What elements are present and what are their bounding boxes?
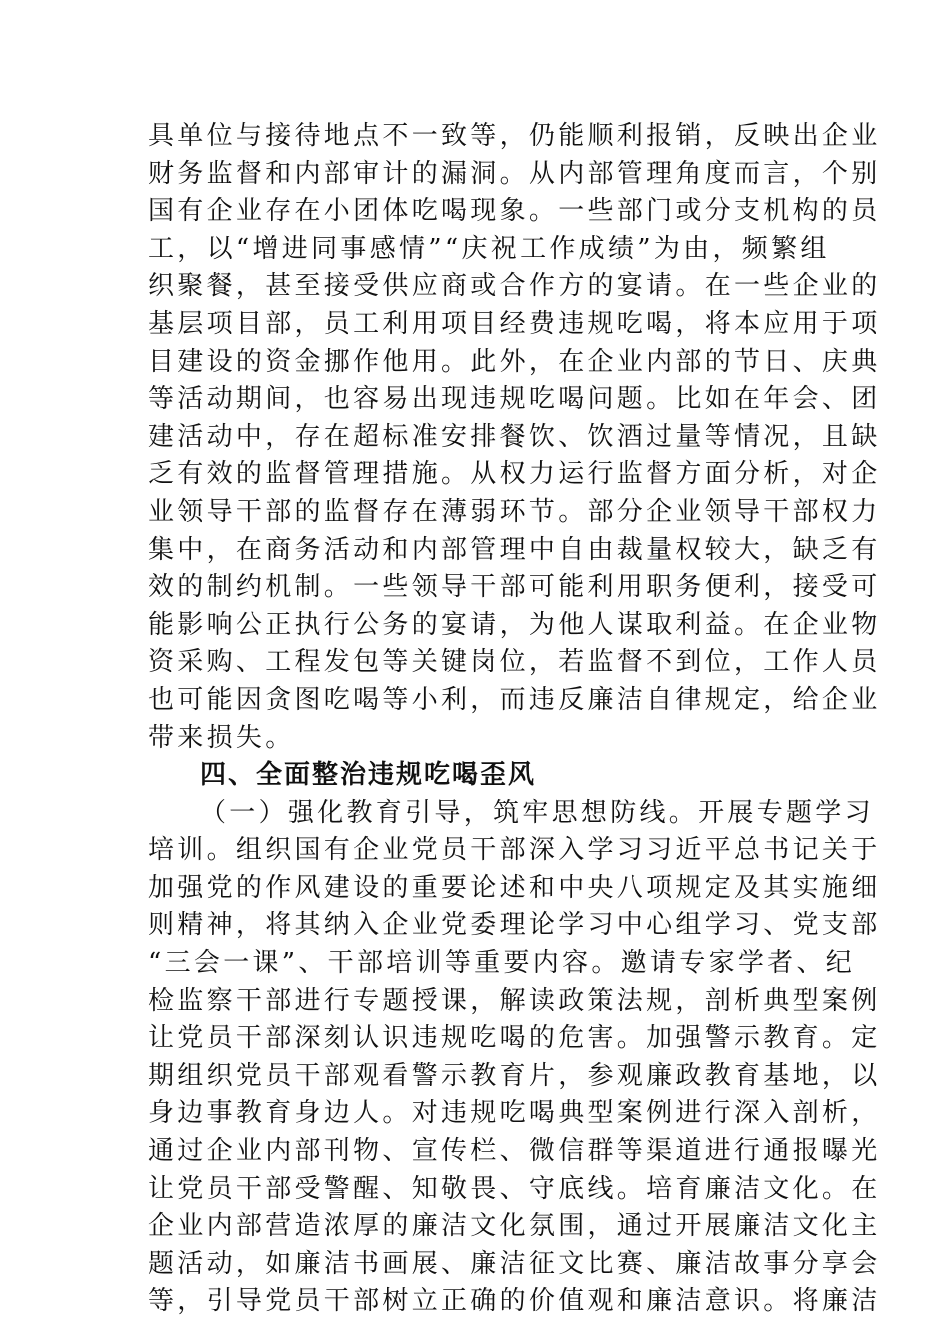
paragraph-line: 织聚餐，甚至接受供应商或合作方的宴请。在一些企业的 xyxy=(148,271,881,302)
paragraph-line: 题活动，如廉洁书画展、廉洁征文比赛、廉洁故事分享会 xyxy=(148,1248,881,1279)
paragraph-line: 效的制约机制。一些领导干部可能利用职务便利，接受可 xyxy=(148,572,881,603)
paragraph-line: 建活动中，存在超标准安排餐饮、饮酒过量等情况，且缺 xyxy=(148,421,881,452)
paragraph-line: 目建设的资金挪作他用。此外，在企业内部的节日、庆典 xyxy=(148,346,881,377)
paragraph-line: 带来损失。 xyxy=(148,722,295,753)
paragraph-line: 集中，在商务活动和内部管理中自由裁量权较大，缺乏有 xyxy=(148,534,881,565)
paragraph-line: “三会一课”、干部培训等重要内容。邀请专家学者、纪 xyxy=(148,948,856,979)
paragraph-line: 加强党的作风建设的重要论述和中央八项规定及其实施细 xyxy=(148,872,881,903)
paragraph-line: 工，以“增进同事感情”“庆祝工作成绩”为由，频繁组 xyxy=(148,233,830,264)
paragraph-line: 培训。组织国有企业党员干部深入学习习近平总书记关于 xyxy=(148,835,881,866)
paragraph-line: 通过企业内部刊物、宣传栏、微信群等渠道进行通报曝光 xyxy=(148,1136,881,1167)
paragraph-line: 能影响公正执行公务的宴请，为他人谋取利益。在企业物 xyxy=(148,609,881,640)
section-heading: 四、全面整治违规吃喝歪风 xyxy=(200,760,537,791)
paragraph-line: 具单位与接待地点不一致等，仍能顺利报销，反映出企业 xyxy=(148,121,881,151)
paragraph-line: 资采购、工程发包等关键岗位，若监督不到位，工作人员 xyxy=(148,647,881,678)
paragraph-line: 企业内部营造浓厚的廉洁文化氛围，通过开展廉洁文化主 xyxy=(148,1211,881,1242)
paragraph-line: 身边事教育身边人。对违规吃喝典型案例进行深入剖析， xyxy=(148,1098,881,1129)
paragraph-line: （一）强化教育引导，筑牢思想防线。开展专题学习 xyxy=(200,797,874,828)
paragraph-line: 基层项目部，员工利用项目经费违规吃喝，将本应用于项 xyxy=(148,308,881,339)
paragraph-line: 等，引导党员干部树立正确的价值观和廉洁意识。将廉洁 xyxy=(148,1286,881,1317)
paragraph-line: 财务监督和内部审计的漏洞。从内部管理角度而言，个别 xyxy=(148,158,881,189)
paragraph-line: 等活动期间，也容易出现违规吃喝问题。比如在年会、团 xyxy=(148,384,881,415)
paragraph-line: 国有企业存在小团体吃喝现象。一些部门或分支机构的员 xyxy=(148,196,881,227)
paragraph-line: 期组织党员干部观看警示教育片，参观廉政教育基地，以 xyxy=(148,1060,881,1091)
paragraph-line: 让党员干部受警醒、知敬畏、守底线。培育廉洁文化。在 xyxy=(148,1173,881,1204)
paragraph-line: 业领导干部的监督存在薄弱环节。部分企业领导干部权力 xyxy=(148,496,881,527)
paragraph-line: 让党员干部深刻认识违规吃喝的危害。加强警示教育。定 xyxy=(148,1023,881,1054)
document-body xyxy=(148,118,881,1321)
paragraph-line: 检监察干部进行专题授课，解读政策法规，剖析典型案例 xyxy=(148,985,881,1016)
paragraph-line: 也可能因贪图吃喝等小利，而违反廉洁自律规定，给企业 xyxy=(148,684,881,715)
paragraph-line: 则精神，将其纳入企业党委理论学习中心组学习、党支部 xyxy=(148,910,881,941)
paragraph-line: 乏有效的监督管理措施。从权力运行监督方面分析，对企 xyxy=(148,459,881,490)
